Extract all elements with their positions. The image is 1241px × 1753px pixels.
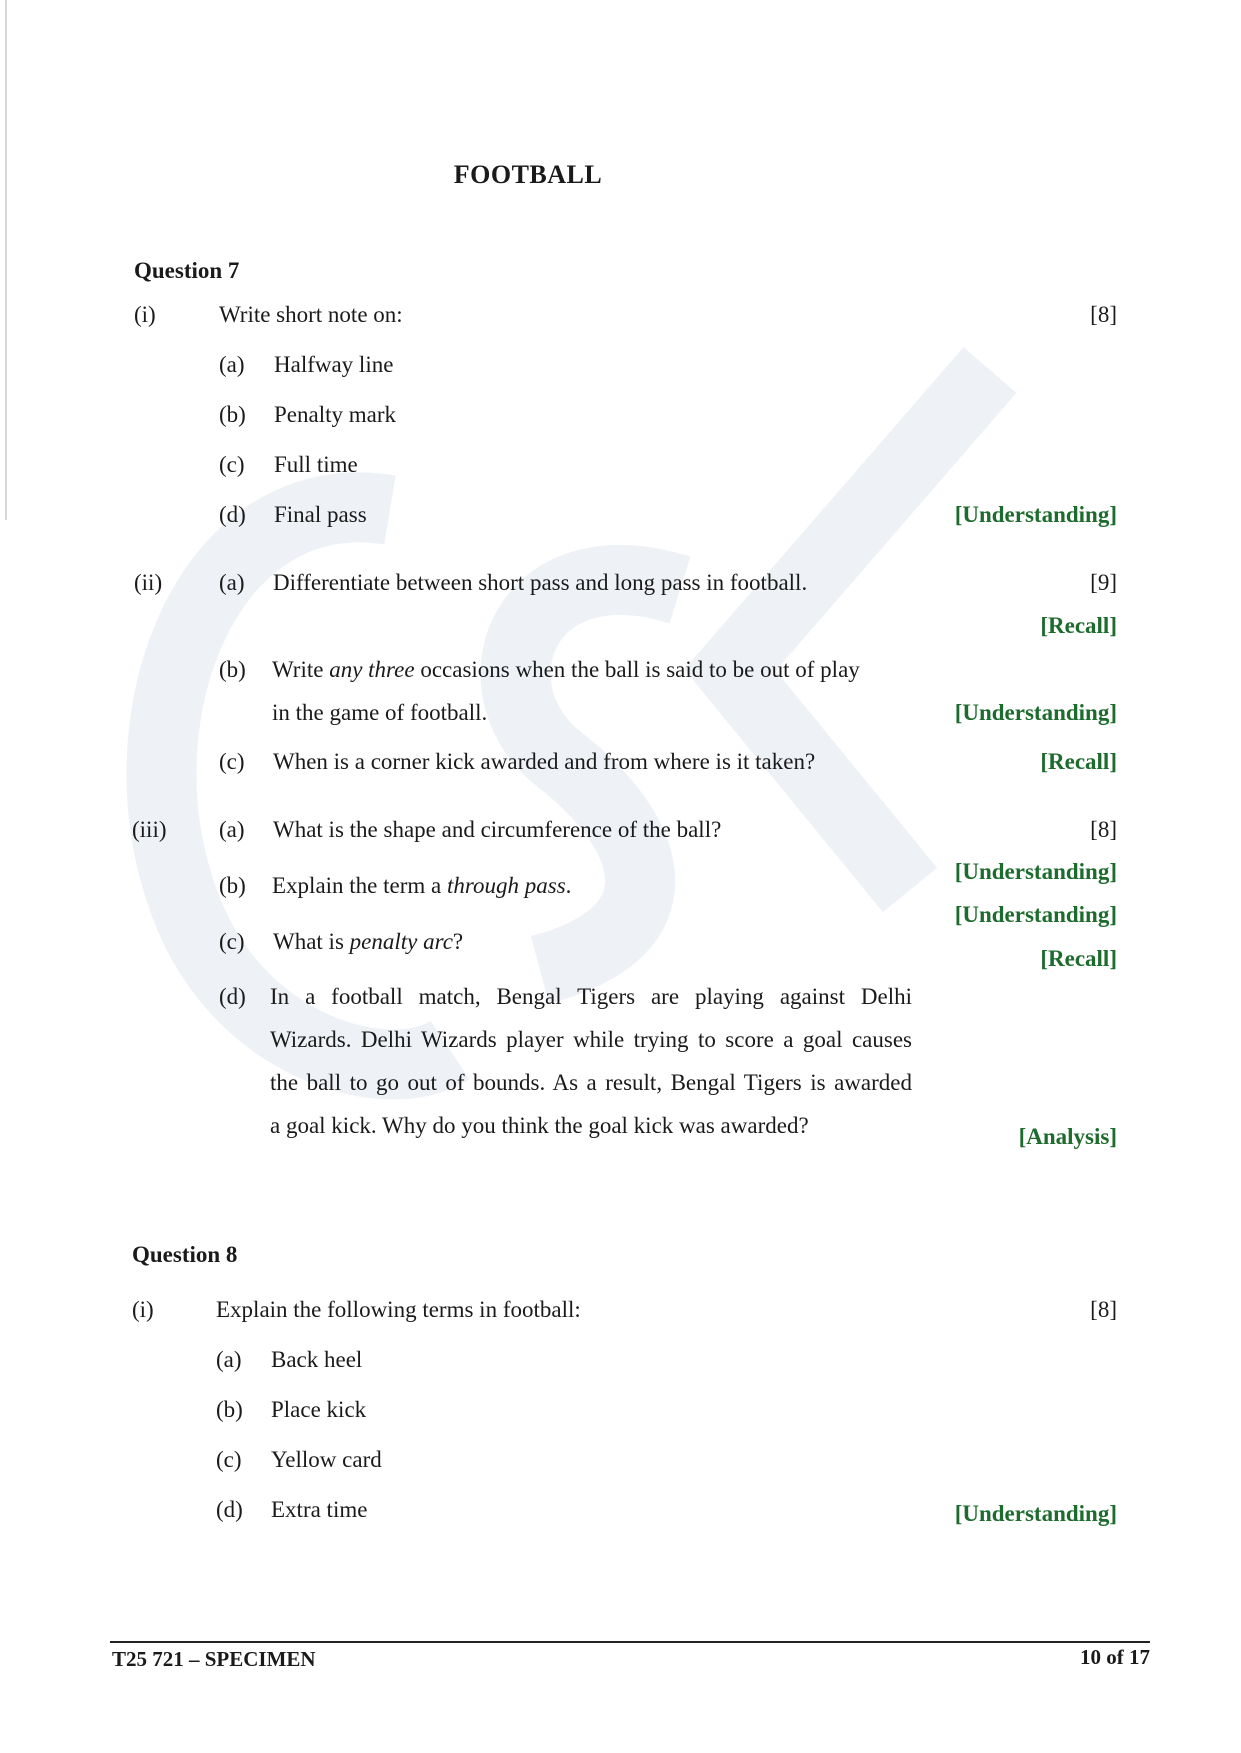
q7-iii-c-tag: [Recall] [1040, 946, 1117, 971]
q7-ii-a-label: (a) [219, 570, 245, 595]
q7-ii-a-text: Differentiate between short pass and long pass in football. [273, 570, 808, 595]
q7-i-d-text: Final pass [274, 502, 367, 527]
q7-iii-c-pre: What is [273, 929, 350, 954]
q7-iii-c-emphasis: penalty arc [349, 929, 453, 954]
q7-iii-c-label: (c) [219, 929, 245, 954]
q7-iii-c-post: ? [452, 929, 464, 954]
q7-ii-number: (ii) [134, 570, 163, 595]
q8-i-number: (i) [132, 1297, 154, 1322]
q7-iii-b-text [272, 873, 571, 899]
q7-ii-c-label: (c) [219, 749, 245, 774]
scan-edge [5, 0, 7, 520]
footer-page-number: 10 of 17 [1080, 1645, 1150, 1669]
q8-i-c-text: Yellow card [271, 1447, 382, 1472]
page-title: FOOTBALL [453, 160, 603, 189]
q7-iii-marks: [8] [1090, 817, 1117, 842]
q7-i-marks: [8] [1090, 302, 1117, 327]
q7-ii-c-text: When is a corner kick awarded and from where is it taken? [273, 749, 816, 774]
q7-ii-b-post: occasions when the ball is said to be out of play [414, 657, 860, 682]
q7-iii-b-pre: Explain the term a [272, 873, 447, 898]
q7-iii-a-text: What is the shape and circumference of the ball? [273, 817, 722, 842]
q8-i-d-text: Extra time [271, 1497, 368, 1522]
q8-i-c-label: (c) [216, 1447, 242, 1472]
q7-iii-b-tag: [Understanding] [954, 902, 1117, 927]
q7-iii-d-line4: a goal kick. Why do you think the goal kick was awarded? [270, 1113, 809, 1138]
q7-ii-b-tag: [Understanding] [954, 700, 1117, 725]
watermark-letter-c2 [730, 370, 990, 890]
q8-i-b-label: (b) [216, 1397, 243, 1422]
q7-ii-b-emphasis: any three [329, 657, 415, 682]
q7-ii-marks: [9] [1090, 570, 1117, 595]
q7-iii-number: (iii) [132, 817, 167, 842]
q7-iii-c-text [273, 929, 463, 955]
question-8-heading: Question 8 [132, 1242, 238, 1267]
q8-i-tag: [Understanding] [954, 1501, 1117, 1526]
q7-iii-d-line2: Wizards. Delhi Wizards player while trying to score a goal causes [270, 1027, 912, 1052]
q7-ii-b-pre: Write [272, 657, 330, 682]
q7-iii-d-line3: the ball to go out of bounds. As a result, Bengal Tigers is awarded [270, 1070, 912, 1095]
q7-iii-d-label: (d) [219, 984, 246, 1009]
q7-i-b-text: Penalty mark [274, 402, 396, 427]
q7-ii-b-line2: in the game of football. [272, 700, 488, 725]
q7-i-c-text: Full time [274, 452, 358, 477]
q7-iii-b-label: (b) [219, 873, 246, 898]
q8-i-marks: [8] [1090, 1297, 1117, 1322]
q7-iii-b-post: . [565, 873, 572, 898]
q7-ii-a-tag: [Recall] [1040, 613, 1117, 638]
q8-i-text: Explain the following terms in football: [216, 1297, 581, 1322]
q7-iii-a-tag: [Understanding] [954, 859, 1117, 884]
q7-i-tag: [Understanding] [954, 502, 1117, 527]
q7-i-a-text: Halfway line [274, 352, 394, 377]
q8-i-a-text: Back heel [271, 1347, 363, 1372]
question-7-heading: Question 7 [134, 258, 240, 283]
q8-i-a-label: (a) [216, 1347, 242, 1372]
q7-i-d-label: (d) [219, 502, 246, 527]
q7-iii-a-label: (a) [219, 817, 245, 842]
q7-iii-b-emphasis: through pass [447, 873, 566, 898]
footer-paper-code: T25 721 – SPECIMEN [112, 1647, 316, 1671]
q7-iii-d-tag: [Analysis] [1018, 1124, 1117, 1149]
q7-ii-c-tag: [Recall] [1040, 749, 1117, 774]
q7-ii-b-label: (b) [219, 657, 246, 682]
q7-i-b-label: (b) [219, 402, 246, 427]
q7-iii-d-line1: In a football match, Bengal Tigers are playing against Delhi [270, 984, 912, 1009]
q8-i-d-label: (d) [216, 1497, 243, 1522]
q8-i-b-text: Place kick [271, 1397, 367, 1422]
q7-i-text: Write short note on: [219, 302, 403, 327]
q7-i-number: (i) [134, 302, 156, 327]
q7-i-c-label: (c) [219, 452, 245, 477]
q7-i-a-label: (a) [219, 352, 245, 377]
q7-ii-b-line1 [272, 657, 860, 683]
footer-rule [110, 1641, 1150, 1643]
